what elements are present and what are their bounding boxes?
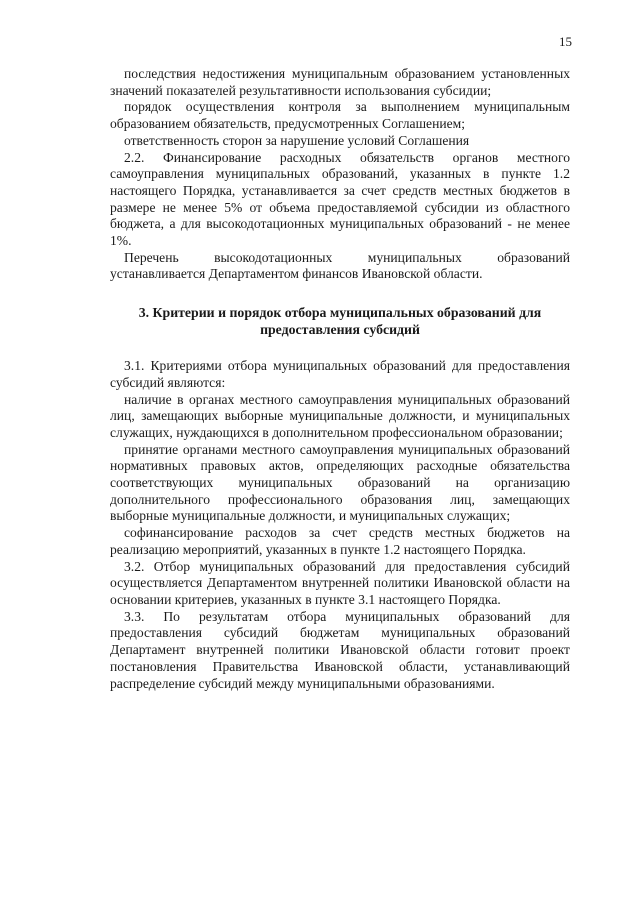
- paragraph: 3.3. По результатам отбора муниципальных образований для предоставления субсидий бюджетам муниципальных образований Департамент внутренней политики Ивановской области готовит проект постановления Правительства Ивановской области, устанавливающий распределение субсидий между муниципальными образованиями.: [110, 608, 570, 691]
- paragraph: ответственность сторон за нарушение условий Соглашения: [124, 132, 470, 148]
- paragraph: Перечень высокодотационных муниципальных образований устанавливается Департаментом финансов Ивановской области.: [110, 249, 570, 282]
- section-heading: 3. Критерии и порядок отбора муниципальных образований для предоставления субсидий: [138, 305, 542, 338]
- paragraph: принятие органами местного самоуправления муниципальных образований нормативных правовых актов, определяющих расходные обязательства соответствующих муниципальных образований на организацию дополнительного профессионального образования лиц, замещающих выборные муниципальные должности, и муниципальных служащих;: [110, 441, 570, 524]
- paragraph: софинансирование расходов за счет средств местных бюджетов на реализацию мероприятий, указанных в пункте 1.2 настоящего Порядка.: [110, 525, 570, 557]
- paragraph: 3.2. Отбор муниципальных образований для предоставления субсидий осуществляется Департаментом внутренней политики Ивановской области на основании критериев, указанных в пункте 3.1 настоящего Порядка.: [110, 558, 570, 607]
- paragraph: 3.1. Критериями отбора муниципальных образований для предоставления субсидий являются:: [110, 358, 570, 390]
- page-number: 15: [559, 34, 572, 49]
- paragraph: наличие в органах местного самоуправления муниципальных образований лиц, замещающих выборные муниципальные должности, и муниципальных служащих, нуждающихся в дополнительном профессиональном образовании;: [110, 391, 570, 440]
- paragraph: последствия недостижения муниципальным образованием установленных значений показателей результативности использования субсидии;: [110, 66, 570, 98]
- document-body: [110, 66, 570, 692]
- paragraph: 2.2. Финансирование расходных обязательств органов местного самоуправления муниципальных образований, указанных в пункте 1.2 настоящего Порядка, устанавливается за счет средств местных бюджетов в размере не менее 5% от объема предоставляемой субсидии из областного бюджета, а для высокодотационных муниципальных образований - не менее 1%.: [110, 149, 570, 249]
- paragraph: порядок осуществления контроля за выполнением муниципальным образованием обязательств, предусмотренных Соглашением;: [110, 99, 570, 132]
